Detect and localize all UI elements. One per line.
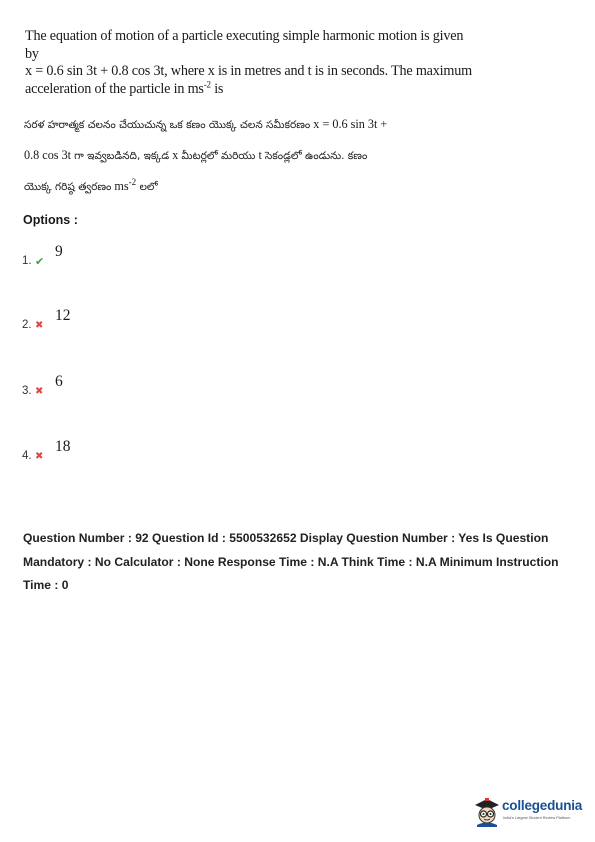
collegedunia-mascot-icon bbox=[472, 795, 502, 827]
logo-tagline: India's Largest Student Review Platform bbox=[503, 816, 571, 820]
question-metadata bbox=[23, 527, 583, 598]
question-text-segment: acceleration of the particle in ms bbox=[25, 80, 204, 97]
option-number: 2. bbox=[22, 319, 32, 331]
metadata-line: Time : 0 bbox=[23, 578, 69, 592]
option-value: 12 bbox=[55, 307, 71, 324]
question-line bbox=[24, 140, 454, 171]
option-value: 9 bbox=[55, 243, 63, 260]
question-text-english bbox=[25, 28, 475, 98]
option-number: 1. bbox=[22, 255, 32, 267]
question-line bbox=[25, 78, 475, 99]
cross-icon: ✖ bbox=[35, 386, 44, 397]
metadata-line: Mandatory : No Calculator : None Response Time : N.A Think Time : N.A Minimum Instruction bbox=[23, 554, 559, 569]
variable-text: x bbox=[169, 148, 182, 162]
options-heading: Options : bbox=[23, 213, 78, 227]
unit-exponent: -2 bbox=[128, 176, 137, 187]
equation-text: 0.8 cos 3t bbox=[24, 148, 75, 162]
variable-text: t bbox=[255, 148, 265, 162]
cross-icon: ✖ bbox=[35, 320, 44, 331]
unit-exponent: -2 bbox=[203, 78, 211, 89]
telugu-text: లలో bbox=[136, 181, 158, 193]
question-line bbox=[24, 171, 454, 202]
cross-icon: ✖ bbox=[35, 451, 44, 462]
question-text-segment: is bbox=[210, 80, 224, 97]
telugu-text: యొక్క గరిష్ఠ త్వరణం bbox=[24, 181, 112, 193]
question-line bbox=[24, 109, 454, 140]
telugu-text: సెకండ్లలో ఉండును. కణం bbox=[264, 150, 368, 162]
option-value: 18 bbox=[55, 438, 71, 455]
question-line: The equation of motion of a particle executing simple harmonic motion is given by bbox=[25, 28, 464, 62]
question-text-telugu bbox=[24, 109, 454, 202]
option-value: 6 bbox=[55, 373, 63, 390]
metadata-line: Question Number : 92 Question Id : 5500532652 Display Question Number : Yes Is Question bbox=[23, 531, 549, 545]
check-icon: ✔ bbox=[35, 256, 45, 268]
collegedunia-logo bbox=[472, 795, 587, 827]
telugu-text: మీటర్లలో మరియు bbox=[181, 150, 256, 162]
equation-text: x = 0.6 sin 3t + bbox=[310, 117, 388, 131]
telugu-text: సరళ హరాత్మక చలనం చేయుచున్న ఒక కణం యొక్క చలన సమీకరణం bbox=[24, 119, 311, 131]
unit-text: ms bbox=[111, 179, 129, 193]
logo-wordmark: collegedunia bbox=[502, 798, 583, 813]
option-number: 4. bbox=[22, 450, 32, 462]
telugu-text: గా ఇవ్వబడినది, ఇక్కడ bbox=[74, 150, 170, 162]
question-line: x = 0.6 sin 3t + 0.8 cos 3t, where x is in metres and t is in seconds. The maximum bbox=[25, 63, 472, 79]
option-number: 3. bbox=[22, 385, 32, 397]
